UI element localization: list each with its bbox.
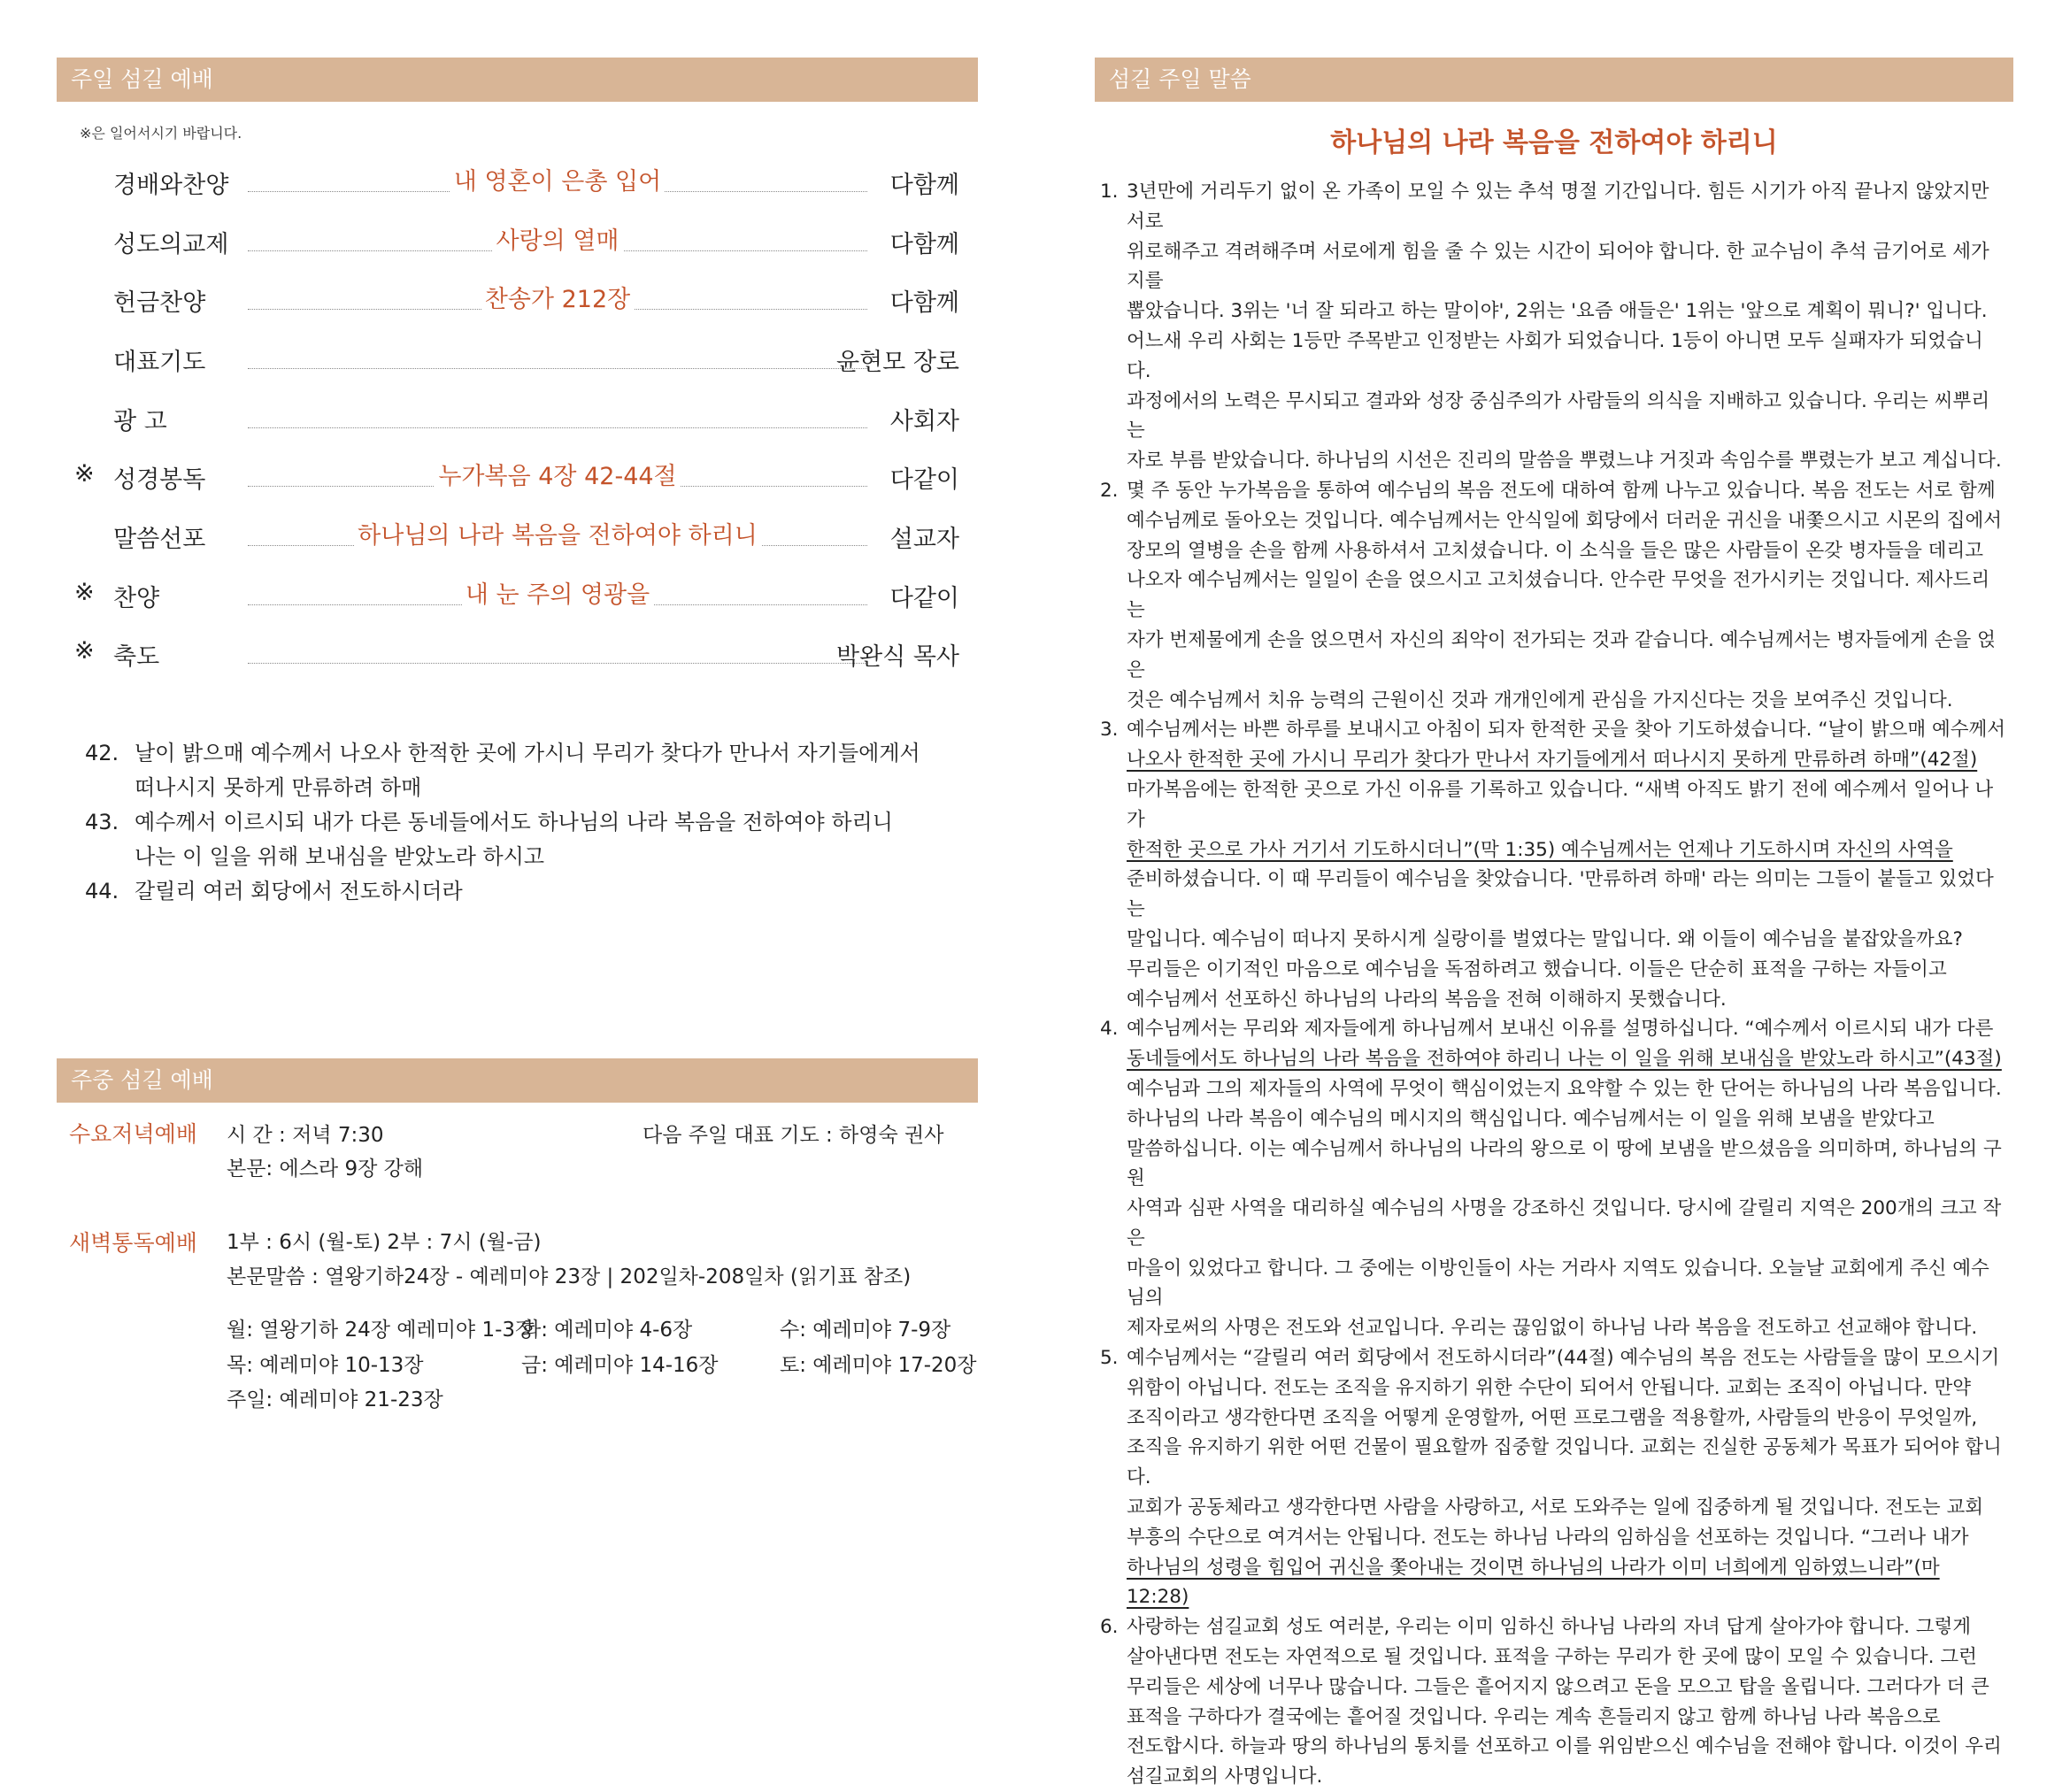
point-line: 나오자 예수님께서는 일일이 손을 얹으시고 고치셨습니다. 안수란 무엇을 전가시키는 것입니다. 제사드리는: [1127, 569, 1990, 622]
sermon-point: [1100, 715, 2007, 1014]
order-title: 내 영혼이 은총 입어: [450, 168, 665, 196]
point-line: 예수님께서는 “갈릴리 여러 회당에서 전도하시더라”(44절) 예수님의 복음 전도는 사람들을 많이 모으시기: [1127, 1347, 2000, 1370]
point-number: 4.: [1100, 1018, 1119, 1041]
point-line: 예수님과 그의 제자들의 사역에 무엇이 핵심이었는지 요약할 수 있는 한 단어는 하나님의 나라 복음입니다.: [1127, 1077, 2002, 1100]
order-leader: 박완식 목사: [836, 643, 959, 671]
point-number: 1.: [1100, 181, 1119, 203]
order-title: [554, 634, 561, 661]
order-leader: 다같이: [889, 585, 959, 612]
point-number: 6.: [1100, 1616, 1119, 1639]
order-title: 하나님의 나라 복음을 전하여야 하리니: [354, 522, 761, 550]
point-line: 마가복음에는 한적한 곳으로 가신 이유를 기록하고 있습니다. “새벽 아직도 밝기 전에 예수께서 일어나 나가: [1127, 778, 1994, 831]
order-row: [74, 516, 959, 560]
dotted-leader: [248, 427, 867, 428]
point-number: 5.: [1100, 1347, 1119, 1370]
standing-mark: ※: [74, 460, 95, 488]
point-line-quote: 동네들에서도 하나님의 나라 복음을 전하여야 하리니 나는 이 일을 위해 보내심을 받았노라 하시고”(43절): [1127, 1048, 2002, 1071]
worship-order-header: 주일 섬길 예배: [57, 58, 978, 102]
reading-wed: 수: 예레미야 7-9장: [780, 1319, 951, 1342]
verse-text: 예수께서 이르시되 내가 다른 동네들에서도 하나님의 나라 복음을 전하여야 하리니: [135, 810, 893, 834]
point-line-quote: 한적한 곳으로 가사 거기서 기도하시더니”(막 1:35) 예수님께서는 언제나 기도하시며 자신의 사역을: [1127, 838, 1953, 861]
wednesday-time: 시 간 : 저녁 7:30: [227, 1124, 384, 1147]
order-row: [74, 221, 959, 265]
point-line: 사랑하는 섬길교회 성도 여러분, 우리는 이미 임하신 하나님 나라의 자녀 답게 살아가야 합니다. 그렇게: [1127, 1616, 1972, 1639]
sermon-header: 섬길 주일 말씀: [1095, 58, 2013, 102]
order-label: 헌금찬양: [113, 289, 206, 317]
point-line: 전도합시다. 하늘과 땅의 하나님의 통치를 선포하고 이를 위임받으신 예수님을 전해야 합니다. 이것이 우리: [1127, 1735, 2002, 1758]
order-leader: 설교자: [889, 526, 959, 553]
point-line: 살아낸다면 전도는 자연적으로 될 것입니다. 표적을 구하는 무리가 한 곳에 많이 모일 수 있습니다. 그런: [1127, 1646, 1977, 1669]
order-row: [74, 280, 959, 324]
point-line: 뽑았습니다. 3위는 '너 잘 되라고 하는 말이야', 2위는 '요즘 애들은' 1위는 '앞으로 계획이 뭐니?' 입니다.: [1127, 300, 1988, 323]
verse: [85, 874, 961, 909]
order-label: 성경봉독: [113, 466, 206, 494]
order-row: [74, 162, 959, 206]
point-line: 무리들은 이기적인 마음으로 예수님을 독점하려고 했습니다. 이들은 단순히 표적을 구하는 자들이고: [1127, 958, 1947, 981]
order-leader: 다함께: [889, 289, 959, 317]
next-prayer: 다음 주일 대표 기도 : 하영숙 권사: [643, 1124, 944, 1147]
order-row: [74, 575, 959, 619]
order-leader: 다함께: [889, 231, 959, 258]
point-line: 자가 번제물에게 손을 얹으면서 자신의 죄악이 전가되는 것과 같습니다. 예수님께서는 병자들에게 손을 얹은: [1127, 628, 1996, 681]
point-line: 몇 주 동안 누가복음을 통하여 예수님의 복음 전도에 대하여 함께 나누고 있습니다. 복음 전도는 서로 함께: [1127, 479, 1996, 502]
point-line: 사역과 심판 사역을 대리하실 예수님의 사명을 강조하신 것입니다. 당시에 갈릴리 지역은 200개의 크고 작은: [1127, 1197, 2002, 1250]
order-row: [74, 339, 959, 383]
wednesday-service-name: 수요저녁예배: [69, 1121, 197, 1147]
order-row: [74, 398, 959, 442]
point-line: 예수님께서는 무리와 제자들에게 하나님께서 보내신 이유를 설명하십니다. “예수께서 이르시되 내가 다른: [1127, 1018, 1994, 1041]
dotted-leader: [248, 663, 867, 664]
point-line-quote: 하나님의 성령을 힘입어 귀신을 쫓아내는 것이면 하나님의 나라가 이미 너희에게 임하였느니라”(마 12:28): [1127, 1556, 1940, 1609]
scripture-passage: [85, 736, 961, 909]
verse: [85, 736, 961, 805]
point-line: 것은 예수님께서 치유 능력의 근원이신 것과 개개인에게 관심을 가지신다는 것을 보여주신 것입니다.: [1127, 688, 1953, 711]
point-line: 3년만에 거리두기 없이 온 가족이 모일 수 있는 추석 명절 기간입니다. 힘든 시기가 아직 끝나지 않았지만 서로: [1127, 181, 1989, 233]
order-title: 사랑의 열매: [493, 227, 623, 255]
verse-number: 43.: [85, 810, 119, 834]
point-line: 예수님께서는 바쁜 하루를 보내시고 아침이 되자 한적한 곳을 찾아 기도하셨습니다. “날이 밝으매 예수께서: [1127, 719, 2006, 742]
verse-text: 날이 밝으매 예수께서 나오사 한적한 곳에 가시니 무리가 찾다가 만나서 자기들에게서: [135, 741, 920, 765]
point-line: 제자로써의 사명은 전도와 선교입니다. 우리는 끊임없이 하나님 나라 복음을 전도하고 선교해야 합니다.: [1127, 1317, 1978, 1340]
verse-text: 갈릴리 여러 회당에서 전도하시더라: [135, 879, 463, 904]
sermon-title: 하나님의 나라 복음을 전하여야 하리니: [1330, 127, 1778, 158]
point-line: 교회가 공동체라고 생각한다면 사람을 사랑하고, 서로 도와주는 일에 집중하게 될 것입니다. 전도는 교회: [1127, 1496, 1983, 1519]
order-label: 대표기도: [113, 349, 206, 376]
sermon-points: [1100, 177, 2007, 1792]
sermon-point: [1100, 476, 2007, 715]
reading-thu: 목: 예레미야 10-13장: [227, 1354, 424, 1377]
dotted-leader: [248, 368, 867, 369]
point-line: 준비하셨습니다. 이 때 무리들이 예수님을 찾았습니다. '만류하려 하매' 라는 의미는 그들이 붙들고 있었다는: [1127, 868, 1994, 921]
point-line: 무리들은 세상에 너무나 많습니다. 그들은 흩어지지 않으려고 돈을 모으고 탑을 올립니다. 그러다가 더 큰: [1127, 1675, 1989, 1698]
reading-sat: 토: 예레미야 17-20장: [780, 1354, 977, 1377]
dawn-service-name: 새벽통독예배: [69, 1230, 197, 1256]
order-title: 내 눈 주의 영광을: [462, 581, 653, 609]
verse-text: 떠나시지 못하게 만류하려 하매: [135, 775, 422, 800]
weekday-worship-header: 주중 섬길 예배: [57, 1058, 978, 1103]
point-line: 예수님께로 돌아오는 것입니다. 예수님께서는 안식일에 회당에서 더러운 귀신을 내쫓으시고 시몬의 집에서: [1127, 509, 2003, 532]
point-line: 말씀하십니다. 이는 예수님께서 하나님의 나라의 왕으로 이 땅에 보냄을 받으셨음을 의미하며, 하나님의 구원: [1127, 1137, 2002, 1190]
order-label: 성도의교제: [113, 231, 229, 258]
order-label: 경배와찬양: [113, 172, 229, 199]
order-title: [554, 398, 561, 426]
point-line: 섬길교회의 사명입니다.: [1127, 1765, 1323, 1788]
reading-mon: 월: 열왕기하 24장 예레미야 1-3장: [227, 1319, 535, 1342]
order-label: 말씀선포: [113, 526, 206, 553]
order-leader: 윤현모 장로: [836, 349, 959, 376]
point-line: 마을이 있었다고 합니다. 그 중에는 이방인들이 사는 거라사 지역도 있습니다. 오늘날 교회에게 주신 예수님의: [1127, 1257, 1989, 1310]
point-line: 하나님의 나라 복음이 예수님의 메시지의 핵심입니다. 예수님께서는 이 일을 위해 보냄을 받았다고: [1127, 1107, 1935, 1130]
sermon-point: [1100, 1343, 2007, 1612]
point-number: 3.: [1100, 719, 1119, 742]
order-title: 누가복음 4장 42-44절: [435, 463, 680, 490]
order-label: 광 고: [113, 408, 167, 435]
point-line: 예수님께서 선포하신 하나님의 나라의 복음을 전혀 이해하지 못했습니다.: [1127, 988, 1727, 1011]
order-row: [74, 457, 959, 501]
point-line: 표적을 구하다가 결국에는 흩어질 것입니다. 우리는 계속 흔들리지 않고 함께 하나님 나라 복음으로: [1127, 1705, 1941, 1728]
point-line: 장모의 열병을 손을 함께 사용하셔서 고치셨습니다. 이 소식을 들은 많은 사람들이 온갖 병자들을 데리고: [1127, 539, 1983, 562]
point-line: 조직을 유지하기 위한 어떤 건물이 필요할까 집중할 것입니다. 교회는 진실한 공동체가 목표가 되어야 합니다.: [1127, 1436, 2002, 1489]
reading-sun: 주일: 예레미야 21-23장: [227, 1388, 443, 1411]
point-line: 위함이 아닙니다. 전도는 조직을 유지하기 위한 수단이 되어서 안됩니다. 교회는 조직이 아닙니다. 만약: [1127, 1376, 1972, 1399]
point-line: 위로해주고 격려해주며 서로에게 힘을 줄 수 있는 시간이 되어야 합니다. 한 교수님이 추석 금기어로 세가지를: [1127, 240, 1989, 293]
point-number: 2.: [1100, 479, 1119, 502]
standing-note: ※은 일어서시기 바랍니다.: [80, 125, 242, 142]
sermon-point: [1100, 1612, 2007, 1792]
point-line-quote: 나오사 한적한 곳에 가시니 무리가 찾다가 만나서 자기들에게서 떠나시지 못하게 만류하려 하매”(42절): [1127, 749, 1978, 772]
sermon-point: [1100, 177, 2007, 476]
point-line: 조직이라고 생각한다면 조직을 어떻게 운영할까, 어떤 프로그램을 적용할까, 사람들의 반응이 무엇일까,: [1127, 1406, 1978, 1429]
order-leader: 다같이: [889, 466, 959, 494]
point-line: 자로 부름 받았습니다. 하나님의 시선은 진리의 말씀을 뿌렸느냐 거짓과 속임수를 뿌렸는가 보고 계십니다.: [1127, 450, 2002, 473]
reading-tue: 화: 예레미야 4-6장: [521, 1319, 693, 1342]
dawn-time: 1부 : 6시 (월-토) 2부 : 7시 (월-금): [227, 1231, 542, 1254]
verse-number: 42.: [85, 741, 119, 765]
order-title: 찬송가 212장: [481, 286, 634, 313]
order-leader: 사회자: [889, 408, 959, 435]
point-line: 말입니다. 예수님이 떠나지 못하시게 실랑이를 벌였다는 말입니다. 왜 이들이 예수님을 붙잡았을까요?: [1127, 927, 1963, 950]
reading-fri: 금: 예레미야 14-16장: [521, 1354, 719, 1377]
standing-mark: ※: [74, 637, 95, 665]
point-line: 어느새 우리 사회는 1등만 주목받고 인정받는 사회가 되었습니다. 1등이 아니면 모두 실패자가 되었습니다.: [1127, 329, 1983, 382]
point-line: 부흥의 수단으로 여겨서는 안됩니다. 전도는 하나님 나라의 임하심을 선포하는 것입니다. “그러나 내가: [1127, 1526, 1969, 1549]
dawn-text: 본문말씀 : 열왕기하24장 - 예레미야 23장 | 202일차-208일차 (읽기표 참조): [227, 1265, 912, 1288]
verse-text: 나는 이 일을 위해 보내심을 받았노라 하시고: [135, 844, 545, 869]
verse-number: 44.: [85, 879, 119, 904]
order-row: [74, 634, 959, 678]
order-label: 축도: [113, 643, 160, 671]
order-title: [554, 339, 561, 366]
order-leader: 다함께: [889, 172, 959, 199]
sermon-point: [1100, 1014, 2007, 1343]
standing-mark: ※: [74, 579, 95, 606]
wednesday-text: 본문: 에스라 9장 강해: [227, 1157, 424, 1181]
order-label: 찬양: [113, 585, 160, 612]
point-line: 과정에서의 노력은 무시되고 결과와 성장 중심주의가 사람들의 의식을 지배하고 있습니다. 우리는 씨뿌리는: [1127, 389, 1990, 442]
verse: [85, 805, 961, 874]
